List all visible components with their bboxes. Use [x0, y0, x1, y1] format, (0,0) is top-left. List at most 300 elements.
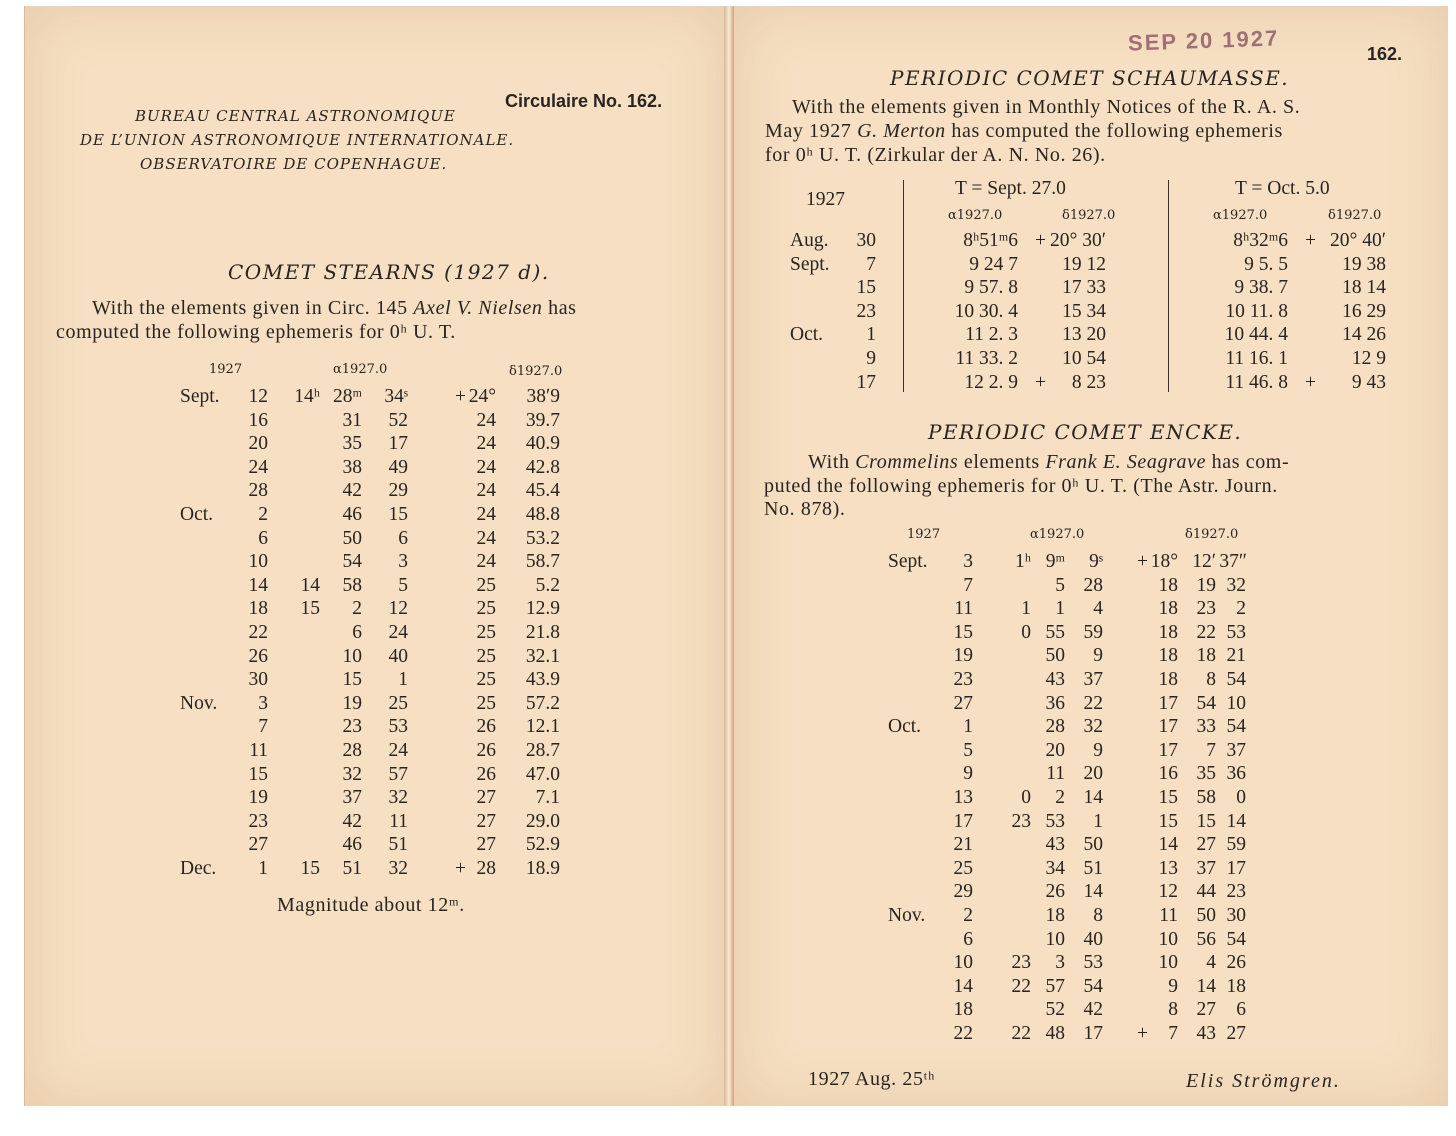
encke-cell-as: 20 — [1083, 763, 1103, 785]
stearns-row — [180, 763, 560, 787]
schaumasse-cell-d1: 15 34 — [1062, 300, 1106, 322]
encke-cell-d: 15 — [953, 621, 973, 643]
stearns-cell-d: 23 — [248, 810, 268, 832]
stearns-cell-m — [180, 409, 232, 433]
stearns-cell-dm: 39.7 — [525, 409, 560, 431]
stearns-cell-ds — [408, 597, 466, 621]
encke-cell-dsec: 37 — [1226, 739, 1246, 761]
encke-cell-ah: 1 — [1021, 598, 1031, 620]
stearns-cell-dm: 32.1 — [525, 645, 560, 667]
encke-row — [888, 904, 1276, 928]
encke-cell-dd: 13 — [1158, 857, 1178, 879]
encke-cell-d: 14 — [953, 975, 973, 997]
schaumasse-cell-d2s — [1288, 347, 1316, 371]
stearns-cell-dd: 24° — [468, 386, 496, 407]
encke-cell-as: 14 — [1083, 786, 1103, 808]
stearns-cell-dm: 12.1 — [525, 716, 560, 738]
encke-cell-am: 43 — [1045, 668, 1065, 690]
schaumasse-cell-d: 15 — [856, 277, 876, 299]
encke-cell-dsec: 54 — [1226, 668, 1246, 690]
encke-cell-ah — [973, 739, 1031, 763]
encke-cell-ah: 22 — [1011, 975, 1031, 997]
schaumasse-cell-d: 1 — [866, 324, 876, 346]
stearns-row — [180, 692, 560, 716]
encke-cell-as: 32 — [1083, 716, 1103, 738]
stearns-cell-dm: 48.8 — [525, 503, 560, 525]
encke-cell-d: 27 — [953, 692, 973, 714]
stearns-row — [180, 550, 560, 574]
schaumasse-cell-a1: 9 57. 8 — [964, 277, 1018, 299]
stearns-cell-ah — [268, 833, 320, 857]
encke-cell-dd: 18 — [1158, 645, 1178, 667]
encke-cell-dsec: 32 — [1226, 574, 1246, 596]
stearns-row — [180, 645, 560, 669]
stearns-cell-am: 38 — [342, 456, 362, 478]
schaumasse-cell-d2: 20° 40ʹ — [1330, 230, 1386, 251]
stearns-row — [180, 668, 560, 692]
schaumasse-cell-a2: 8ʰ32ᵐ6 — [1233, 230, 1288, 251]
stearns-cell-am: 35 — [342, 433, 362, 455]
encke-cell-ds — [1103, 739, 1148, 763]
stearns-cell-am: 54 — [342, 551, 362, 573]
stearns-cell-dm: 21.8 — [525, 621, 560, 643]
encke-cell-ds — [1103, 574, 1148, 598]
encke-cell-d: 11 — [954, 598, 973, 620]
encke-cell-dd: 18 — [1158, 598, 1178, 620]
encke-cell-dm: 23 — [1196, 598, 1216, 620]
schaumasse-cell-a2: 11 16. 1 — [1225, 347, 1288, 369]
encke-cell-dd: 18 — [1158, 668, 1178, 690]
schaumasse-cell-d2s — [1288, 253, 1316, 277]
stearns-cell-am: 46 — [342, 834, 362, 856]
encke-cell-am: 2 — [1055, 786, 1065, 808]
stearns-cell-am: 6 — [352, 621, 362, 643]
encke-cell-as: 28 — [1083, 574, 1103, 596]
schaumasse-row — [790, 323, 1386, 347]
stearns-cell-m — [180, 739, 232, 763]
encke-cell-am: 1 — [1055, 598, 1065, 620]
schaumasse-row — [790, 371, 1386, 395]
encke-row — [888, 951, 1276, 975]
encke-cell-ds — [1103, 928, 1148, 952]
stearns-cell-ah: 15 — [300, 598, 320, 620]
schaumasse-sub-dec-2: δ1927.0 — [1328, 208, 1382, 223]
stearns-cell-d: 30 — [248, 669, 268, 691]
stearns-cell-m — [180, 432, 232, 456]
encke-cell-d: 13 — [953, 786, 973, 808]
schaumasse-cell-d1s: + — [1035, 230, 1046, 251]
encke-cell-dsec: 26 — [1226, 952, 1246, 974]
schaumasse-cell-d1: 8 23 — [1071, 371, 1106, 393]
stearns-cell-dm: 45.4 — [525, 480, 560, 502]
encke-cell-ah — [973, 880, 1031, 904]
encke-cell-am: 28 — [1045, 716, 1065, 738]
stearns-row — [180, 597, 560, 621]
stearns-row — [180, 833, 560, 857]
encke-row — [888, 668, 1276, 692]
stearns-cell-dm: 29.0 — [525, 810, 560, 832]
stearns-cell-am: 28ᵐ — [332, 386, 362, 407]
stearns-cell-am: 10 — [342, 645, 362, 667]
stearns-cell-dd: 24 — [476, 480, 496, 502]
schaumasse-cell-a1: 9 24 7 — [969, 253, 1018, 275]
stearns-row — [180, 456, 560, 480]
encke-cell-ds — [1103, 951, 1148, 975]
stearns-cell-m — [180, 621, 232, 645]
stearns-col-year: 1927 — [209, 362, 243, 377]
stearns-cell-am: 37 — [342, 787, 362, 809]
stearns-cell-m: Dec. — [180, 857, 217, 879]
schaumasse-cell-a2: 9 5. 5 — [1244, 253, 1288, 275]
schaumasse-intro-line-1: With the elements given in Monthly Notices of the R. A. S. — [792, 96, 1301, 118]
encke-cell-ds — [1103, 597, 1148, 621]
encke-cell-dsec: 54 — [1226, 928, 1246, 950]
stearns-cell-ah — [268, 786, 320, 810]
schaumasse-row — [790, 253, 1386, 277]
stearns-cell-dm: 40.9 — [525, 433, 560, 455]
encke-cell-dsec: 27 — [1226, 1022, 1246, 1044]
encke-col-year: 1927 — [907, 527, 941, 542]
encke-cell-ah — [973, 904, 1031, 928]
encke-cell-m — [888, 574, 943, 598]
encke-cell-m — [888, 880, 943, 904]
encke-cell-d: 17 — [953, 810, 973, 832]
encke-cell-m — [888, 928, 943, 952]
stearns-intro-line-2: computed the following ephemeris for 0ʰ U. T. — [56, 321, 456, 343]
stearns-col-dec: δ1927.0 — [509, 364, 563, 379]
encke-cell-as: 59 — [1083, 621, 1103, 643]
encke-cell-dsec: 2 — [1236, 598, 1246, 620]
encke-cell-as: 4 — [1093, 598, 1103, 620]
stearns-cell-dd: 25 — [476, 669, 496, 691]
stearns-cell-ds — [408, 833, 466, 857]
stearns-cell-m — [180, 833, 232, 857]
encke-cell-dm: 15 — [1196, 810, 1216, 832]
schaumasse-cell-d1s — [1018, 253, 1046, 277]
stearns-cell-as: 5 — [398, 574, 408, 596]
encke-row — [888, 1022, 1276, 1046]
encke-cell-am: 48 — [1045, 1022, 1065, 1044]
stearns-row — [180, 715, 560, 739]
stearns-cell-as: 49 — [388, 456, 408, 478]
encke-cell-as: 22 — [1083, 692, 1103, 714]
encke-cell-d: 25 — [953, 857, 973, 879]
stearns-cell-d: 12 — [248, 386, 268, 407]
encke-cell-dd: 16 — [1158, 763, 1178, 785]
encke-intro-line-3: No. 878). — [764, 498, 846, 520]
encke-cell-am: 50 — [1045, 645, 1065, 667]
encke-cell-as: 51 — [1083, 857, 1103, 879]
received-date-stamp: SEP 20 1927 — [1127, 25, 1280, 56]
encke-cell-m — [888, 739, 943, 763]
encke-cell-m — [888, 692, 943, 716]
encke-cell-as: 40 — [1083, 928, 1103, 950]
stearns-cell-m — [180, 550, 232, 574]
encke-cell-dd: 7 — [1168, 1022, 1178, 1044]
stearns-cell-as: 34ˢ — [384, 386, 408, 407]
schaumasse-cell-d2s: + — [1305, 230, 1316, 251]
encke-cell-as: 9 — [1093, 645, 1103, 667]
stearns-cell-d: 24 — [248, 456, 268, 478]
encke-cell-m: Oct. — [888, 716, 922, 738]
encke-cell-dsec: 23 — [1226, 881, 1246, 903]
schaumasse-cell-a1: 10 30. 4 — [954, 300, 1018, 322]
encke-cell-dm: 7 — [1206, 739, 1216, 761]
schaumasse-cell-d1s — [1018, 347, 1046, 371]
encke-cell-m — [888, 998, 943, 1022]
stearns-cell-ds — [408, 715, 466, 739]
encke-cell-dm: 35 — [1196, 763, 1216, 785]
encke-cell-am: 53 — [1045, 810, 1065, 832]
schaumasse-cell-d1: 19 12 — [1062, 253, 1106, 275]
encke-cell-dm: 19 — [1196, 574, 1216, 596]
encke-row — [888, 833, 1276, 857]
encke-cell-am: 10 — [1045, 928, 1065, 950]
encke-cell-d: 2 — [963, 904, 973, 926]
stearns-cell-am: 15 — [342, 669, 362, 691]
schaumasse-row — [790, 347, 1386, 371]
stearns-row — [180, 503, 560, 527]
stearns-cell-m: Nov. — [180, 692, 218, 714]
stearns-cell-m — [180, 527, 232, 551]
page-spine — [724, 6, 734, 1106]
stearns-cell-as: 11 — [389, 810, 408, 832]
stearns-cell-as: 12 — [388, 598, 408, 620]
schaumasse-ephemeris-table — [790, 229, 1386, 394]
stearns-cell-am: 46 — [342, 503, 362, 525]
encke-cell-dd: 17 — [1158, 739, 1178, 761]
encke-cell-am: 9ᵐ — [1045, 551, 1065, 572]
encke-cell-ds — [1103, 880, 1148, 904]
encke-cell-am: 11 — [1046, 763, 1065, 785]
schaumasse-cell-d: 23 — [856, 300, 876, 322]
schaumasse-t2: T = Oct. 5.0 — [1235, 178, 1330, 199]
encke-cell-am: 57 — [1045, 975, 1065, 997]
stearns-cell-dd: 24 — [476, 409, 496, 431]
stearns-cell-dd: 24 — [476, 551, 496, 573]
stearns-cell-dm: 53.2 — [525, 527, 560, 549]
schaumasse-sub-dec-1: δ1927.0 — [1062, 208, 1116, 223]
encke-ephemeris-table — [888, 550, 1276, 1045]
stearns-cell-am: 51 — [342, 857, 362, 879]
encke-cell-am: 20 — [1045, 739, 1065, 761]
encke-cell-ah: 23 — [1011, 810, 1031, 832]
encke-cell-d: 1 — [963, 716, 973, 738]
encke-cell-m — [888, 597, 943, 621]
signature: Elis Strömgren. — [1186, 1070, 1341, 1092]
stearns-row — [180, 432, 560, 456]
encke-cell-dd: 17 — [1158, 716, 1178, 738]
encke-cell-ah — [973, 668, 1031, 692]
encke-cell-dd: 15 — [1158, 810, 1178, 832]
schaumasse-cell-a1: 11 33. 2 — [955, 347, 1018, 369]
stearns-cell-dm: 42.8 — [525, 456, 560, 478]
stearns-cell-dd: 26 — [476, 716, 496, 738]
encke-cell-d: 22 — [953, 1022, 973, 1044]
encke-cell-m — [888, 857, 943, 881]
stearns-cell-d: 15 — [248, 763, 268, 785]
stearns-cell-ah: 15 — [300, 857, 320, 879]
encke-row — [888, 857, 1276, 881]
stearns-cell-d: 22 — [248, 621, 268, 643]
stearns-cell-dd: 25 — [476, 692, 496, 714]
encke-intro-line-1: With Crommelins elements Frank E. Seagrave has com- — [808, 451, 1290, 473]
stearns-cell-dd: 27 — [476, 787, 496, 809]
stearns-cell-as: 53 — [388, 716, 408, 738]
schaumasse-cell-m — [790, 276, 846, 300]
stearns-cell-as: 51 — [388, 834, 408, 856]
encke-cell-as: 37 — [1083, 668, 1103, 690]
stearns-cell-ah — [268, 479, 320, 503]
encke-cell-d: 7 — [963, 574, 973, 596]
encke-cell-am: 55 — [1045, 621, 1065, 643]
schaumasse-cell-d1: 13 20 — [1062, 324, 1106, 346]
encke-row — [888, 928, 1276, 952]
stearns-cell-as: 32 — [388, 857, 408, 879]
encke-cell-ah — [973, 998, 1031, 1022]
schaumasse-cell-d2s: + — [1305, 371, 1316, 393]
schaumasse-cell-m: Aug. — [790, 230, 829, 251]
encke-cell-as: 42 — [1083, 999, 1103, 1021]
stearns-cell-d: 27 — [248, 834, 268, 856]
stearns-cell-am: 31 — [342, 409, 362, 431]
stearns-cell-ah — [268, 550, 320, 574]
encke-cell-d: 6 — [963, 928, 973, 950]
encke-cell-dm: 43 — [1196, 1022, 1216, 1044]
stearns-cell-ah: 14ʰ — [294, 386, 320, 407]
schaumasse-cell-d2: 12 9 — [1351, 347, 1386, 369]
stearns-cell-m — [180, 786, 232, 810]
stearns-cell-ah — [268, 409, 320, 433]
encke-cell-as: 8 — [1093, 904, 1103, 926]
circular-number: Circulaire No. 162. — [505, 91, 663, 111]
stearns-cell-dd: 25 — [476, 645, 496, 667]
schaumasse-cell-d1: 10 54 — [1062, 347, 1106, 369]
stearns-cell-ah — [268, 645, 320, 669]
encke-cell-dd: 17 — [1158, 692, 1178, 714]
stearns-cell-ds: + — [455, 857, 466, 879]
encke-cell-d: 29 — [953, 881, 973, 903]
stearns-cell-m: Sept. — [180, 386, 220, 407]
schaumasse-cell-d1s — [1018, 323, 1046, 347]
stearns-cell-ds — [408, 574, 466, 598]
encke-cell-ds — [1103, 786, 1148, 810]
encke-intro-line-2: puted the following ephemeris for 0ʰ U. T. (The Astr. Journ. — [764, 475, 1278, 497]
encke-cell-dm: 12ʹ — [1192, 551, 1216, 572]
schaumasse-cell-d1s: + — [1035, 371, 1046, 393]
schaumasse-cell-m — [790, 371, 846, 395]
encke-cell-dd: 11 — [1159, 904, 1178, 926]
encke-cell-dsec: 18 — [1226, 975, 1246, 997]
stearns-cell-m — [180, 668, 232, 692]
schaumasse-cell-d2: 14 26 — [1342, 324, 1386, 346]
encke-cell-dd: 9 — [1168, 975, 1178, 997]
stearns-cell-d: 20 — [248, 433, 268, 455]
stearns-cell-ah — [268, 621, 320, 645]
schaumasse-cell-d2: 16 29 — [1342, 300, 1386, 322]
stearns-cell-dd: 25 — [476, 598, 496, 620]
schaumasse-t1: T = Sept. 27.0 — [955, 178, 1066, 199]
stearns-cell-dd: 26 — [476, 763, 496, 785]
encke-row — [888, 762, 1276, 786]
encke-cell-d: 10 — [953, 952, 973, 974]
schaumasse-cell-d2: 18 14 — [1342, 277, 1386, 299]
date-line: 1927 Aug. 25ᵗʰ — [808, 1068, 935, 1090]
stearns-cell-dm: 52.9 — [525, 834, 560, 856]
encke-title: PERIODIC COMET ENCKE. — [928, 420, 1243, 444]
stearns-cell-dm: 38ʹ9 — [526, 386, 560, 407]
schaumasse-cell-d2s — [1288, 276, 1316, 300]
stearns-cell-as: 24 — [388, 621, 408, 643]
encke-cell-d: 21 — [953, 834, 973, 856]
stearns-cell-d: 18 — [248, 598, 268, 620]
encke-cell-am: 26 — [1045, 881, 1065, 903]
encke-row — [888, 998, 1276, 1022]
stearns-cell-am: 28 — [342, 739, 362, 761]
encke-cell-m — [888, 975, 943, 999]
encke-cell-dsec: 17 — [1226, 857, 1246, 879]
encke-cell-dd: 14 — [1158, 834, 1178, 856]
encke-row — [888, 739, 1276, 763]
encke-cell-ah — [973, 857, 1031, 881]
encke-cell-am: 3 — [1055, 952, 1065, 974]
bureau-line-2: DE L’UNION ASTRONOMIQUE INTERNATIONALE. — [80, 131, 515, 149]
stearns-cell-ah — [268, 668, 320, 692]
encke-cell-as: 9ˢ — [1089, 551, 1103, 572]
encke-row — [888, 786, 1276, 810]
encke-cell-ds: + — [1137, 551, 1148, 572]
stearns-cell-am: 42 — [342, 480, 362, 502]
stearns-cell-as: 3 — [398, 551, 408, 573]
stearns-cell-dd: 28 — [476, 857, 496, 879]
schaumasse-cell-d1: 17 33 — [1062, 277, 1106, 299]
encke-cell-d: 5 — [963, 739, 973, 761]
encke-cell-dsec: 0 — [1236, 786, 1246, 808]
stearns-cell-as: 6 — [398, 527, 408, 549]
stearns-cell-dm: 47.0 — [525, 763, 560, 785]
encke-cell-am: 52 — [1045, 999, 1065, 1021]
encke-col-ra: α1927.0 — [1030, 527, 1085, 542]
stearns-cell-d: 6 — [258, 527, 268, 549]
encke-col-dec: δ1927.0 — [1185, 527, 1239, 542]
stearns-cell-ah — [268, 503, 320, 527]
schaumasse-row — [790, 229, 1386, 253]
encke-cell-dm: 14 — [1196, 975, 1216, 997]
encke-cell-m — [888, 833, 943, 857]
schaumasse-year: 1927 — [806, 189, 845, 210]
encke-cell-ah: 22 — [1011, 1022, 1031, 1044]
stearns-cell-ds — [408, 645, 466, 669]
schaumasse-cell-m: Oct. — [790, 324, 824, 346]
encke-cell-ah — [973, 692, 1031, 716]
encke-cell-dsec: 53 — [1226, 621, 1246, 643]
encke-cell-dm: 58 — [1196, 786, 1216, 808]
stearns-cell-ds — [408, 692, 466, 716]
schaumasse-cell-a2: 9 38. 7 — [1234, 277, 1288, 299]
encke-cell-ah — [973, 644, 1031, 668]
encke-cell-dsec: 59 — [1226, 834, 1246, 856]
stearns-cell-ds — [408, 763, 466, 787]
stearns-cell-m — [180, 763, 232, 787]
stearns-cell-d: 10 — [248, 551, 268, 573]
stearns-cell-ds — [408, 550, 466, 574]
schaumasse-cell-a2: 11 46. 8 — [1225, 371, 1288, 393]
encke-cell-dm: 4 — [1206, 952, 1216, 974]
encke-cell-ds — [1103, 715, 1148, 739]
encke-cell-am: 43 — [1045, 834, 1065, 856]
stearns-cell-ds: + — [455, 386, 466, 407]
encke-cell-dm: 27 — [1196, 999, 1216, 1021]
